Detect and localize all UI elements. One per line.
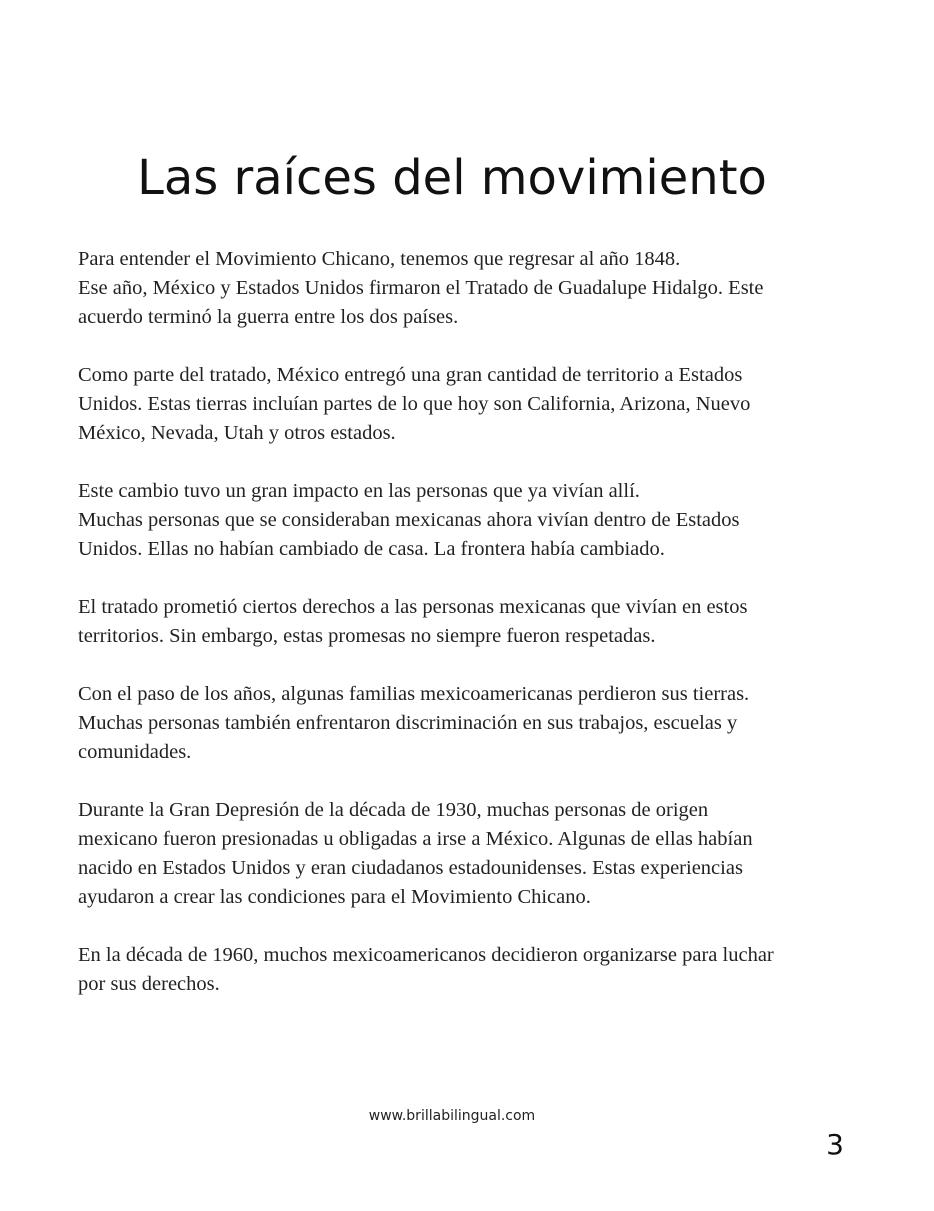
paragraph-line: Muchas personas también enfrentaron discriminación en sus trabajos, escuelas y	[78, 712, 738, 734]
paragraph-line: Unidos. Estas tierras incluían partes de lo que hoy son California, Arizona, Nuevo	[78, 393, 751, 415]
paragraph-line: México, Nevada, Utah y otros estados.	[78, 422, 396, 444]
paragraph-line: Unidos. Ellas no habían cambiado de casa. La frontera había cambiado.	[78, 538, 665, 560]
paragraph-line: Para entender el Movimiento Chicano, tenemos que regresar al año 1848.	[78, 248, 681, 270]
page-number: 3	[826, 1128, 844, 1161]
paragraph-line: Ese año, México y Estados Unidos firmaron el Tratado de Guadalupe Hidalgo. Este	[78, 277, 764, 299]
paragraph-line: territorios. Sin embargo, estas promesas no siempre fueron respetadas.	[78, 625, 656, 647]
paragraph-line: Muchas personas que se consideraban mexicanas ahora vivían dentro de Estados	[78, 509, 740, 531]
paragraph-6	[78, 796, 838, 912]
paragraph-line: Este cambio tuvo un gran impacto en las personas que ya vivían allí.	[78, 480, 640, 502]
paragraph-line: acuerdo terminó la guerra entre los dos países.	[78, 306, 459, 328]
paragraph-1	[78, 245, 838, 332]
paragraph-line: nacido en Estados Unidos y eran ciudadanos estadounidenses. Estas experiencias	[78, 857, 743, 879]
paragraph-line: mexicano fueron presionadas u obligadas a irse a México. Algunas de ellas habían	[78, 828, 753, 850]
paragraph-line: Durante la Gran Depresión de la década de 1930, muchas personas de origen	[78, 799, 709, 821]
paragraph-line: ayudaron a crear las condiciones para el Movimiento Chicano.	[78, 886, 591, 908]
body-text	[78, 245, 838, 1028]
paragraph-line: Con el paso de los años, algunas familias mexicoamericanas perdieron sus tierras.	[78, 683, 750, 705]
paragraph-5	[78, 680, 838, 767]
paragraph-line: El tratado prometió ciertos derechos a las personas mexicanas que vivían en estos	[78, 596, 748, 618]
paragraph-2	[78, 361, 838, 448]
page-title: Las raíces del movimiento	[137, 150, 767, 206]
paragraph-3	[78, 477, 838, 564]
paragraph-line: Como parte del tratado, México entregó una gran cantidad de territorio a Estados	[78, 364, 743, 386]
paragraph-7	[78, 941, 838, 999]
paragraph-line: por sus derechos.	[78, 973, 220, 995]
footer-website: www.brillabilingual.com	[368, 1108, 536, 1124]
paragraph-line: comunidades.	[78, 741, 192, 763]
paragraph-4	[78, 593, 838, 651]
paragraph-line: En la década de 1960, muchos mexicoamericanos decidieron organizarse para luchar	[78, 944, 774, 966]
